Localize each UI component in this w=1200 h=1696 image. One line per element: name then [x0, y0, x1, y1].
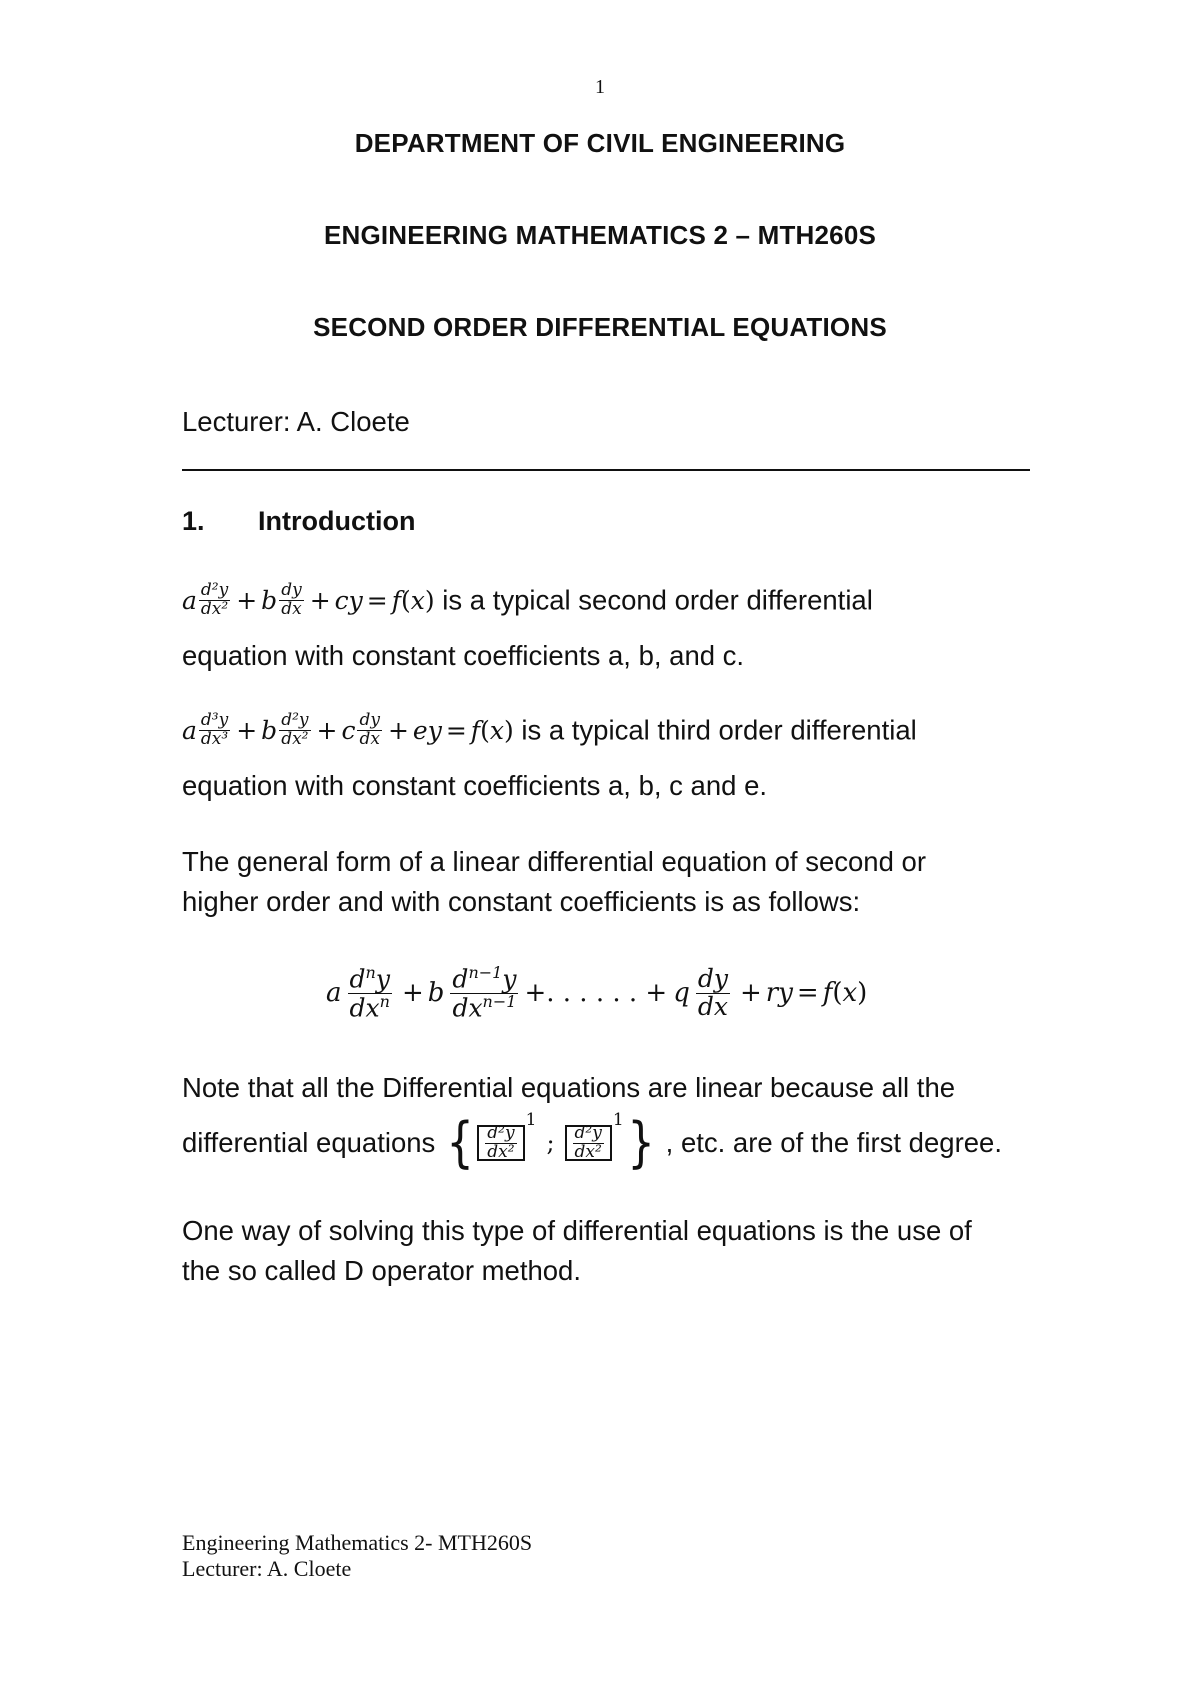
third-order-equation: a $\frac{\text{d³y}}{\text{dx³}}$ + b $\frac{\text{d²y}}{\text{dx²}}$ + c $\frac{dy}{dx}$ + ey = f ( x ): [182, 710, 514, 749]
footer-line2: Lecturer: A. Cloete: [182, 1556, 352, 1581]
para4-text-b: , etc. are of the first degree.: [665, 1127, 1002, 1158]
para2-line1: [182, 712, 917, 749]
para4-text-a: differential equations: [182, 1127, 436, 1158]
para1-text-a: is a typical second order differential: [442, 584, 873, 616]
section-heading: [182, 506, 416, 537]
degree-expression: { $\frac{\text{d²y}}{\text{dx²}}$ 1 ; $\frac{\text{d²y}}{\text{dx²}}$ 1 }: [446, 1110, 655, 1174]
footer-line1: Engineering Mathematics 2- MTH260S: [182, 1530, 533, 1555]
para5-line1: One way of solving this type of differential equations is the use of: [182, 1215, 972, 1246]
topic-heading: SECOND ORDER DIFFERENTIAL EQUATIONS: [313, 312, 887, 342]
para3-line2: higher order and with constant coefficients is as follows:: [182, 886, 861, 917]
para1-line2: equation with constant coefficients a, b, and c.: [182, 640, 745, 671]
para2-line2: equation with constant coefficients a, b, c and e.: [182, 770, 768, 801]
section-number: 1.: [182, 506, 205, 536]
para4-line2: [182, 1110, 1002, 1174]
para3-line1: The general form of a linear differential equation of second or: [182, 846, 926, 877]
general-form-equation: a $\frac{d^ny}{dx^n}$ + b $\frac{d^{n-1}y}{dx^{n-1}}$ +. . . . . . + q $\frac{dy}{dx}$ + ry = f ( x ): [326, 963, 868, 1022]
section-title: Introduction: [258, 506, 416, 536]
para4-line1: Note that all the Differential equations are linear because all the: [182, 1072, 956, 1103]
department-heading: DEPARTMENT OF CIVIL ENGINEERING: [354, 128, 846, 158]
horizontal-rule: [182, 469, 1030, 471]
para2-text-a: is a typical third order differential: [521, 714, 917, 746]
second-order-equation: a $\frac{\text{d²y}}{\text{dx²}}$ + b $\frac{dy}{dx}$ + cy = f ( x ): [182, 580, 435, 619]
para5-line2: the so called D operator method.: [182, 1255, 581, 1286]
course-heading: ENGINEERING MATHEMATICS 2 – MTH260S: [323, 220, 877, 250]
page-number: 1: [595, 76, 605, 98]
lecturer-line: Lecturer: A. Cloete: [182, 406, 410, 437]
para1-line1: [182, 582, 873, 619]
